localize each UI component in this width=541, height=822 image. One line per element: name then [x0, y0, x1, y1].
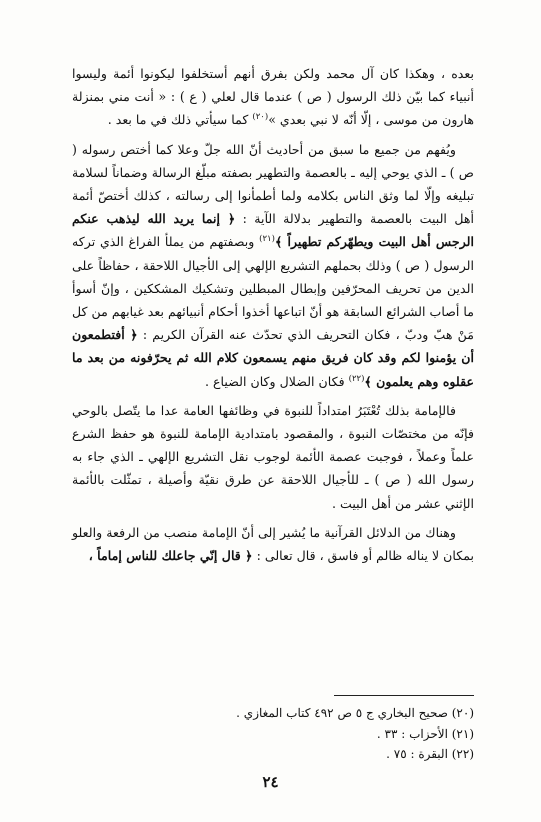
paragraph — [72, 399, 474, 515]
paragraph — [72, 521, 474, 567]
footnote-divider — [334, 695, 474, 696]
page-number: ٢٤ — [262, 773, 279, 791]
paragraph-text: كما سيأتي ذلك في ما بعد . — [107, 112, 253, 128]
paragraph-text: وبصفتهم من يملأ الفراغ الذي تركه الرسول ( ص ) وذلك بحملهم التشريع الإلهي إلى الأجيال اللاحقة ، حفاظاً على الدين من تحريف المحرّفين وإبطال المبطلين وتشكيك المشككين ، وإنّ أسوأ ما أصاب الشرائع السابقة هو أنّ اتباعها أخذوا أحكام أنبيائهم بعد غيابهم من كل مَنْ هبّ ودبّ ، فكان التحريف الذي تحدّث عنه القرآن الكريم : — [72, 234, 474, 343]
footnote-20: (٢٠) صحيح البخاري ج ٥ ص ٤٩٢ كتاب المغازي . — [236, 706, 474, 720]
footnote-reference: (٢١) — [259, 234, 275, 245]
footnotes — [134, 703, 474, 765]
body-text — [72, 62, 474, 573]
paragraph-text: وهناك من الدلائل القرآنية ما يُشير إلى أنّ الإمامة منصب من الرفعة والعلو بمكان لا يناله ظالم أو فاسق ، قال تعالى : — [72, 524, 474, 564]
footnote-21: (٢١) الأحزاب : ٣٣ . — [376, 726, 474, 741]
paragraph-text: فالإمامة بذلك تُعْتَبَرُ امتداداً للنبوة في وظائفها العامة عدا ما يتّصل بالوحي فإنّه من مختصّات النبوة ، والمقصود بامتدادية الإمامة للنبوة هو حفظ الشرع علماً وعملاً ، فوجبت عصمة الأئمة لوجوب نقل التشريع الإلهي ـ الذي جاء به رسول الله ( ص ) ـ للأجيال اللاحقة عن طرق نقيّة وأصيلة ، تمثّلت بالأئمة الإثني عشر من أهل البيت . — [72, 402, 474, 511]
paragraph-text: ويُفهم من جميع ما سبق من أحاديث أنّ الله جلّ وعلا كما أختص رسوله ( ص ) ـ الذي يوحي إليه ـ بالعصمة والتطهير بصفته مبلّغ الرسالة وضماناً لسلامة تبليغه وإلّا لما وثق الناس بكلامه ولما أطمأنوا إلى رسالته ، كذلك أختصّ أئمة أهل البيت بالعصمة والتطهير بدلالة الآية : — [72, 141, 474, 227]
quran-verse: ﴿ أفتطمعون أن يؤمنوا لكم وقد كان فريق منهم يسمعون كلام الله ثم يحرّفونه من بعد ما عقلوه وهم يعلمون ﴾ — [72, 327, 474, 389]
quran-verse: ﴿ إنما يريد الله ليذهب عنكم الرجس أهل البيت ويطهّركم تطهيراً ﴾ — [72, 211, 474, 250]
paragraph-text: فكان الضلال وكان الضياع . — [205, 373, 349, 389]
footnote-22: (٢٢) البقرة : ٧٥ . — [386, 747, 474, 761]
paragraph — [72, 62, 474, 132]
paragraph — [72, 138, 474, 393]
footnote-reference: (٢٢) — [348, 373, 365, 384]
quran-verse: ﴿ قال إنّي جاعلك للناس إماماً ، — [88, 548, 253, 564]
paragraph-text: بعده ، وهكذا كان آل محمد ولكن بفرق أنهم أستخلفوا ليكونوا أئمة وليسوا أنبياء كما بيّن ذلك الرسول ( ص ) عندما قال لعلي ( ع ) : « أنت مني بمنزلة هارون من موسى ، إلّا أنّه لا نبي بعدي » — [72, 66, 474, 128]
footnote-reference: (٢٠) — [252, 112, 269, 123]
